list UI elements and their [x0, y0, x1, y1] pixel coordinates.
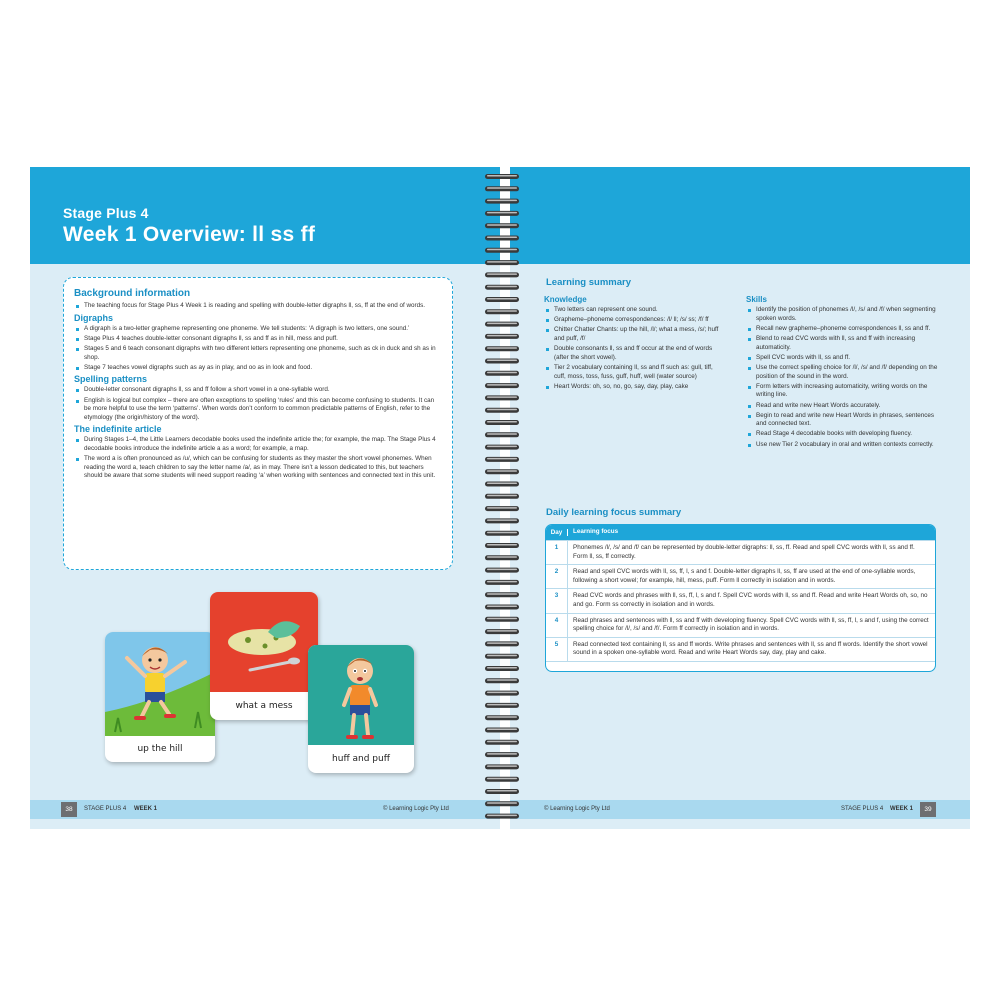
list-item: A digraph is a two-letter grapheme representing one phoneme. We tell students: ‘A digraph is two letters, one sound.’: [74, 325, 442, 334]
list-item: Read Stage 4 decodable books with developing fluency.: [746, 430, 938, 439]
right-page: [510, 167, 970, 829]
left-page: [30, 167, 500, 829]
digraphs-title: Digraphs: [74, 312, 114, 323]
spelling-patterns-title: Spelling patterns: [74, 374, 148, 385]
list-item: Stages 5 and 6 teach consonant digraphs with two different letters representing one phoneme, such as ck in duck and sh as in shop.: [74, 345, 442, 362]
list-item: English is logical but complex – there are often exceptions to spelling ‘rules’ and this can become confusing to students. It can be more helpful to use the term ‘patterns’. When words don’t conform to common predictable patterns of English, refer to the etymology (the origin/history of the word).: [74, 397, 442, 423]
list-item: Tier 2 vocabulary containing ll, ss and ff such as: gull, tiff, cuff, moss, toss, fuss, guff, huff, well (water source): [544, 364, 724, 381]
row-focus: Read and spell CVC words with ll, ss, ff, l, s and f. Double-letter digraphs ll, ss, ff are used at the end of one-syllable words, following a short vowel; for example, hill, mess, puff. Form ll correctly in isolation and in words.: [573, 568, 916, 584]
row-focus: Read CVC words and phrases with ll, ss, ff, l, s and f. Spell CVC words with ll, ss and ff. Read and write Heart Words oh, so, no and go. Form ss correctly in isolation and in words.: [573, 592, 928, 608]
spelling-patterns-list: [74, 386, 442, 422]
list-item: Heart Words: oh, so, no, go, say, day, play, cake: [544, 383, 724, 392]
row-day: 2: [546, 565, 568, 588]
footer-copyright: © Learning Logic Pty Ltd: [544, 806, 610, 812]
page-title: Week 1 Overview: ll ss ff: [63, 223, 316, 246]
list-item: Stage Plus 4 teaches double-letter consonant digraphs ll, ss and ff as in hill, mess and puff.: [74, 335, 442, 344]
indefinite-article-title: The indefinite article: [74, 424, 162, 435]
footer-left: [30, 800, 500, 819]
background-intro-list: [74, 302, 442, 311]
list-item: Begin to read and write new Heart Words in phrases, sentences and connected text.: [746, 412, 938, 429]
list-item: Read and write new Heart Words accurately.: [746, 402, 938, 411]
spilled-bowl-icon: [210, 592, 318, 692]
page-number: 38: [61, 802, 77, 817]
header-day: Day: [546, 529, 568, 536]
list-item: Double consonants ll, ss and ff occur at the end of words (after the short vowel).: [544, 345, 724, 362]
list-item: Form letters with increasing automaticity, writing words on the writing line.: [746, 383, 938, 400]
list-item: Identify the position of phonemes /l/, /s/ and /f/ when segmenting spoken words.: [746, 306, 938, 323]
daily-summary-title: Daily learning focus summary: [546, 507, 682, 518]
list-item: The word a is often pronounced as /u/, which can be confusing for students as they master the short vowel phonemes. When reading the word a, teach children to say the letter name /a/, as in may. There isn’t a lesson dedicated to this, but teachers should be aware that some students will need support reading ‘a’ when working with sentences and connected text in this unit.: [74, 455, 442, 481]
list-item: Stage 7 teaches vowel digraphs such as ay as in play, and oo as in look and food.: [74, 364, 442, 373]
table-row: [546, 637, 935, 661]
row-focus: Read connected text containing ll, ss and ff words. Write phrases and sentences with ll, ss and ff words. Identify the short vowel sound in a spoken one-syllable word. Read and write Heart Words say, day, play and cake.: [573, 640, 928, 657]
boy-waving-icon: [105, 632, 215, 736]
footer-stage: STAGE PLUS 4: [841, 806, 884, 812]
skills-title: Skills: [746, 295, 767, 304]
row-day: 1: [546, 541, 568, 564]
list-item: Chitter Chatter Chants: up the hill, /l/; what a mess, /s/; huff and puff, /f/: [544, 326, 724, 343]
list-item: Use new Tier 2 vocabulary in oral and written contexts correctly.: [746, 441, 938, 450]
table-row: [546, 564, 935, 588]
list-item: During Stages 1–4, the Little Learners decodable books used the indefinite article the; for example, the map. The Stage Plus 4 decodable books introduce the indefinite article a as a word; for example, a map.: [74, 436, 442, 453]
footer-stage: STAGE PLUS 4: [84, 806, 127, 812]
header-focus: Learning focus: [573, 528, 619, 536]
spiral-binding-icon: [481, 168, 523, 830]
tired-boy-icon: [308, 645, 414, 745]
card-label: what a mess: [235, 701, 293, 711]
footer-copyright: © Learning Logic Pty Ltd: [383, 806, 449, 812]
list-item: Double-letter consonant digraphs ll, ss and ff follow a short vowel in a one-syllable word.: [74, 386, 442, 395]
row-focus: Phonemes /l/, /s/ and /f/ can be represented by double-letter digraphs: ll, ss, ff. Read and spell CVC words with ll, ss and ff. Form ll, ss, ff correctly.: [573, 544, 915, 560]
table-row: [546, 588, 935, 612]
list-item: The teaching focus for Stage Plus 4 Week 1 is reading and spelling with double-letter digraphs ll, ss, ff at the end of words.: [74, 302, 442, 311]
list-item: Grapheme–phoneme correspondences: /l/ ll; /s/ ss; /f/ ff: [544, 316, 724, 325]
background-information-box: [63, 277, 453, 570]
page-number: 39: [920, 802, 936, 817]
list-item: Two letters can represent one sound.: [544, 306, 724, 315]
knowledge-title: Knowledge: [544, 295, 587, 304]
list-item: Use the correct spelling choice for /l/, /s/ and /f/ depending on the position of the sound in the word.: [746, 364, 938, 381]
card-huff-and-puff: [308, 645, 414, 773]
list-item: Recall new grapheme–phoneme correspondences ll, ss and ff.: [746, 325, 938, 334]
list-item: Blend to read CVC words with ll, ss and ff with increasing automaticity.: [746, 335, 938, 352]
skills-list: [746, 306, 938, 449]
skills-column: [746, 293, 938, 451]
footer-week: WEEK 1: [134, 806, 158, 812]
footer-right: [510, 800, 970, 819]
card-label: huff and puff: [332, 754, 390, 764]
knowledge-column: [544, 293, 724, 393]
header-band: [510, 167, 970, 264]
daily-focus-table: [545, 524, 936, 672]
table-row: [546, 613, 935, 637]
table-row: [546, 540, 935, 564]
table-header: [546, 525, 935, 540]
card-up-the-hill: [105, 632, 215, 762]
learning-summary-title: Learning summary: [546, 277, 631, 288]
knowledge-list: [544, 306, 724, 391]
row-day: 3: [546, 589, 568, 612]
digraphs-list: [74, 325, 442, 373]
row-day: 4: [546, 614, 568, 637]
indefinite-article-list: [74, 436, 442, 481]
row-focus: Read phrases and sentences with ll, ss and ff with developing fluency. Spell CVC words with ll, ss, ff, l, s and f, using the correct spelling choice for /l/, /s/ and /f/. Form ff correctly in isolation and in words.: [573, 616, 929, 633]
card-what-a-mess: [210, 592, 318, 720]
row-day: 5: [546, 638, 568, 661]
footer-week: WEEK 1: [890, 806, 914, 812]
list-item: Spell CVC words with ll, ss and ff.: [746, 354, 938, 363]
header-subtitle: Stage Plus 4: [63, 205, 149, 221]
table-bottom: [546, 661, 935, 671]
background-title: Background information: [74, 288, 191, 299]
card-label: up the hill: [137, 744, 183, 754]
